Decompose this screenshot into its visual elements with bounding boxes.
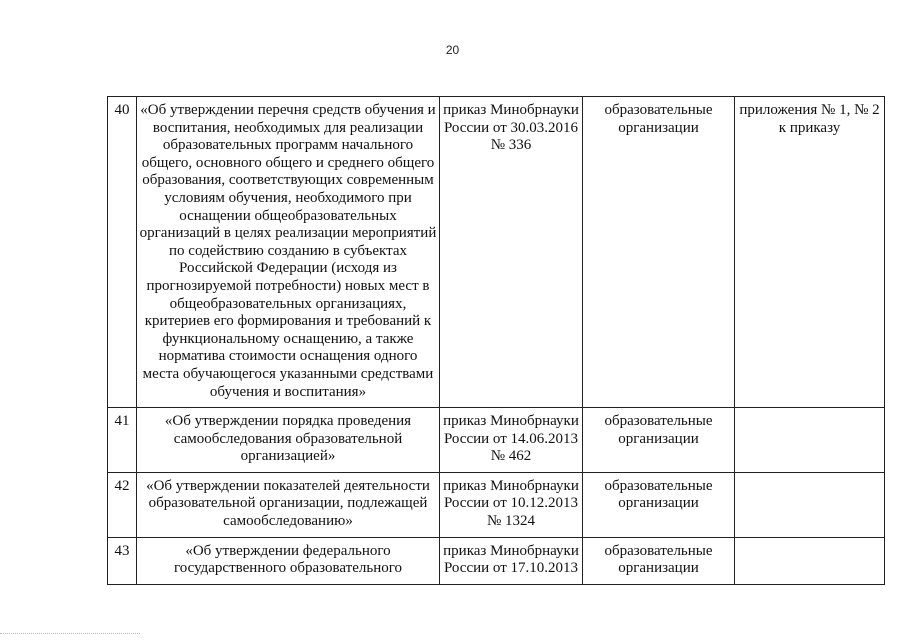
row-number: 40 [108, 97, 137, 408]
act-document-text: приказ Минобрнауки России от 17.10.2013 [443, 542, 579, 577]
act-scope: образовательные организации [583, 408, 735, 473]
act-document [440, 537, 583, 584]
act-title: «Об утверждении показателей деятельности образовательной организации, подлежащей самообследованию» [137, 472, 440, 537]
row-number: 42 [108, 472, 137, 537]
row-number-text: 43 [114, 542, 130, 559]
table-row [108, 97, 885, 408]
scan-edge-mark [0, 633, 140, 635]
regulations-table [107, 96, 885, 585]
act-scope-text: образовательные организации [604, 542, 713, 577]
act-title: «Об утверждении перечня средств обучения и воспитания, необходимых для реализации образовательных программ начального общего, основного общего и среднего общего образования, соответствующих современным условиям обучения, необходимого при оснащении общеобразовательных организаций в целях реализации мероприятий по содействию созданию в субъектах Российской Федерации (исходя из прогнозируемой потребности) новых мест в общеобразовательных организациях, критериев его формирования и требований к функциональному оснащению, а также норматива стоимости оснащения одного места обучающегося указанными средствами обучения и воспитания» [137, 97, 440, 408]
act-scope: образовательные организации [583, 472, 735, 537]
act-scope [583, 537, 735, 584]
row-number: 41 [108, 408, 137, 473]
act-note [735, 537, 885, 584]
table-row [108, 408, 885, 473]
table-row [108, 537, 885, 584]
table-row [108, 472, 885, 537]
act-note-text [737, 543, 882, 578]
act-title [137, 537, 440, 584]
act-title: «Об утверждении порядка проведения самообследования образовательной организацией» [137, 408, 440, 473]
act-note [735, 472, 885, 537]
act-document: приказ Минобрнауки России от 30.03.2016 № 336 [440, 97, 583, 408]
row-number [108, 537, 137, 584]
act-title-text: «Об утверждении федерального государственного образовательного [173, 542, 403, 577]
page-number: 20 [445, 43, 460, 57]
act-document: приказ Минобрнауки России от 10.12.2013 № 1324 [440, 472, 583, 537]
act-scope: образовательные организации [583, 97, 735, 408]
act-note: приложения № 1, № 2 к приказу [735, 97, 885, 408]
act-document: приказ Минобрнауки России от 14.06.2013 № 462 [440, 408, 583, 473]
act-note [735, 408, 885, 473]
